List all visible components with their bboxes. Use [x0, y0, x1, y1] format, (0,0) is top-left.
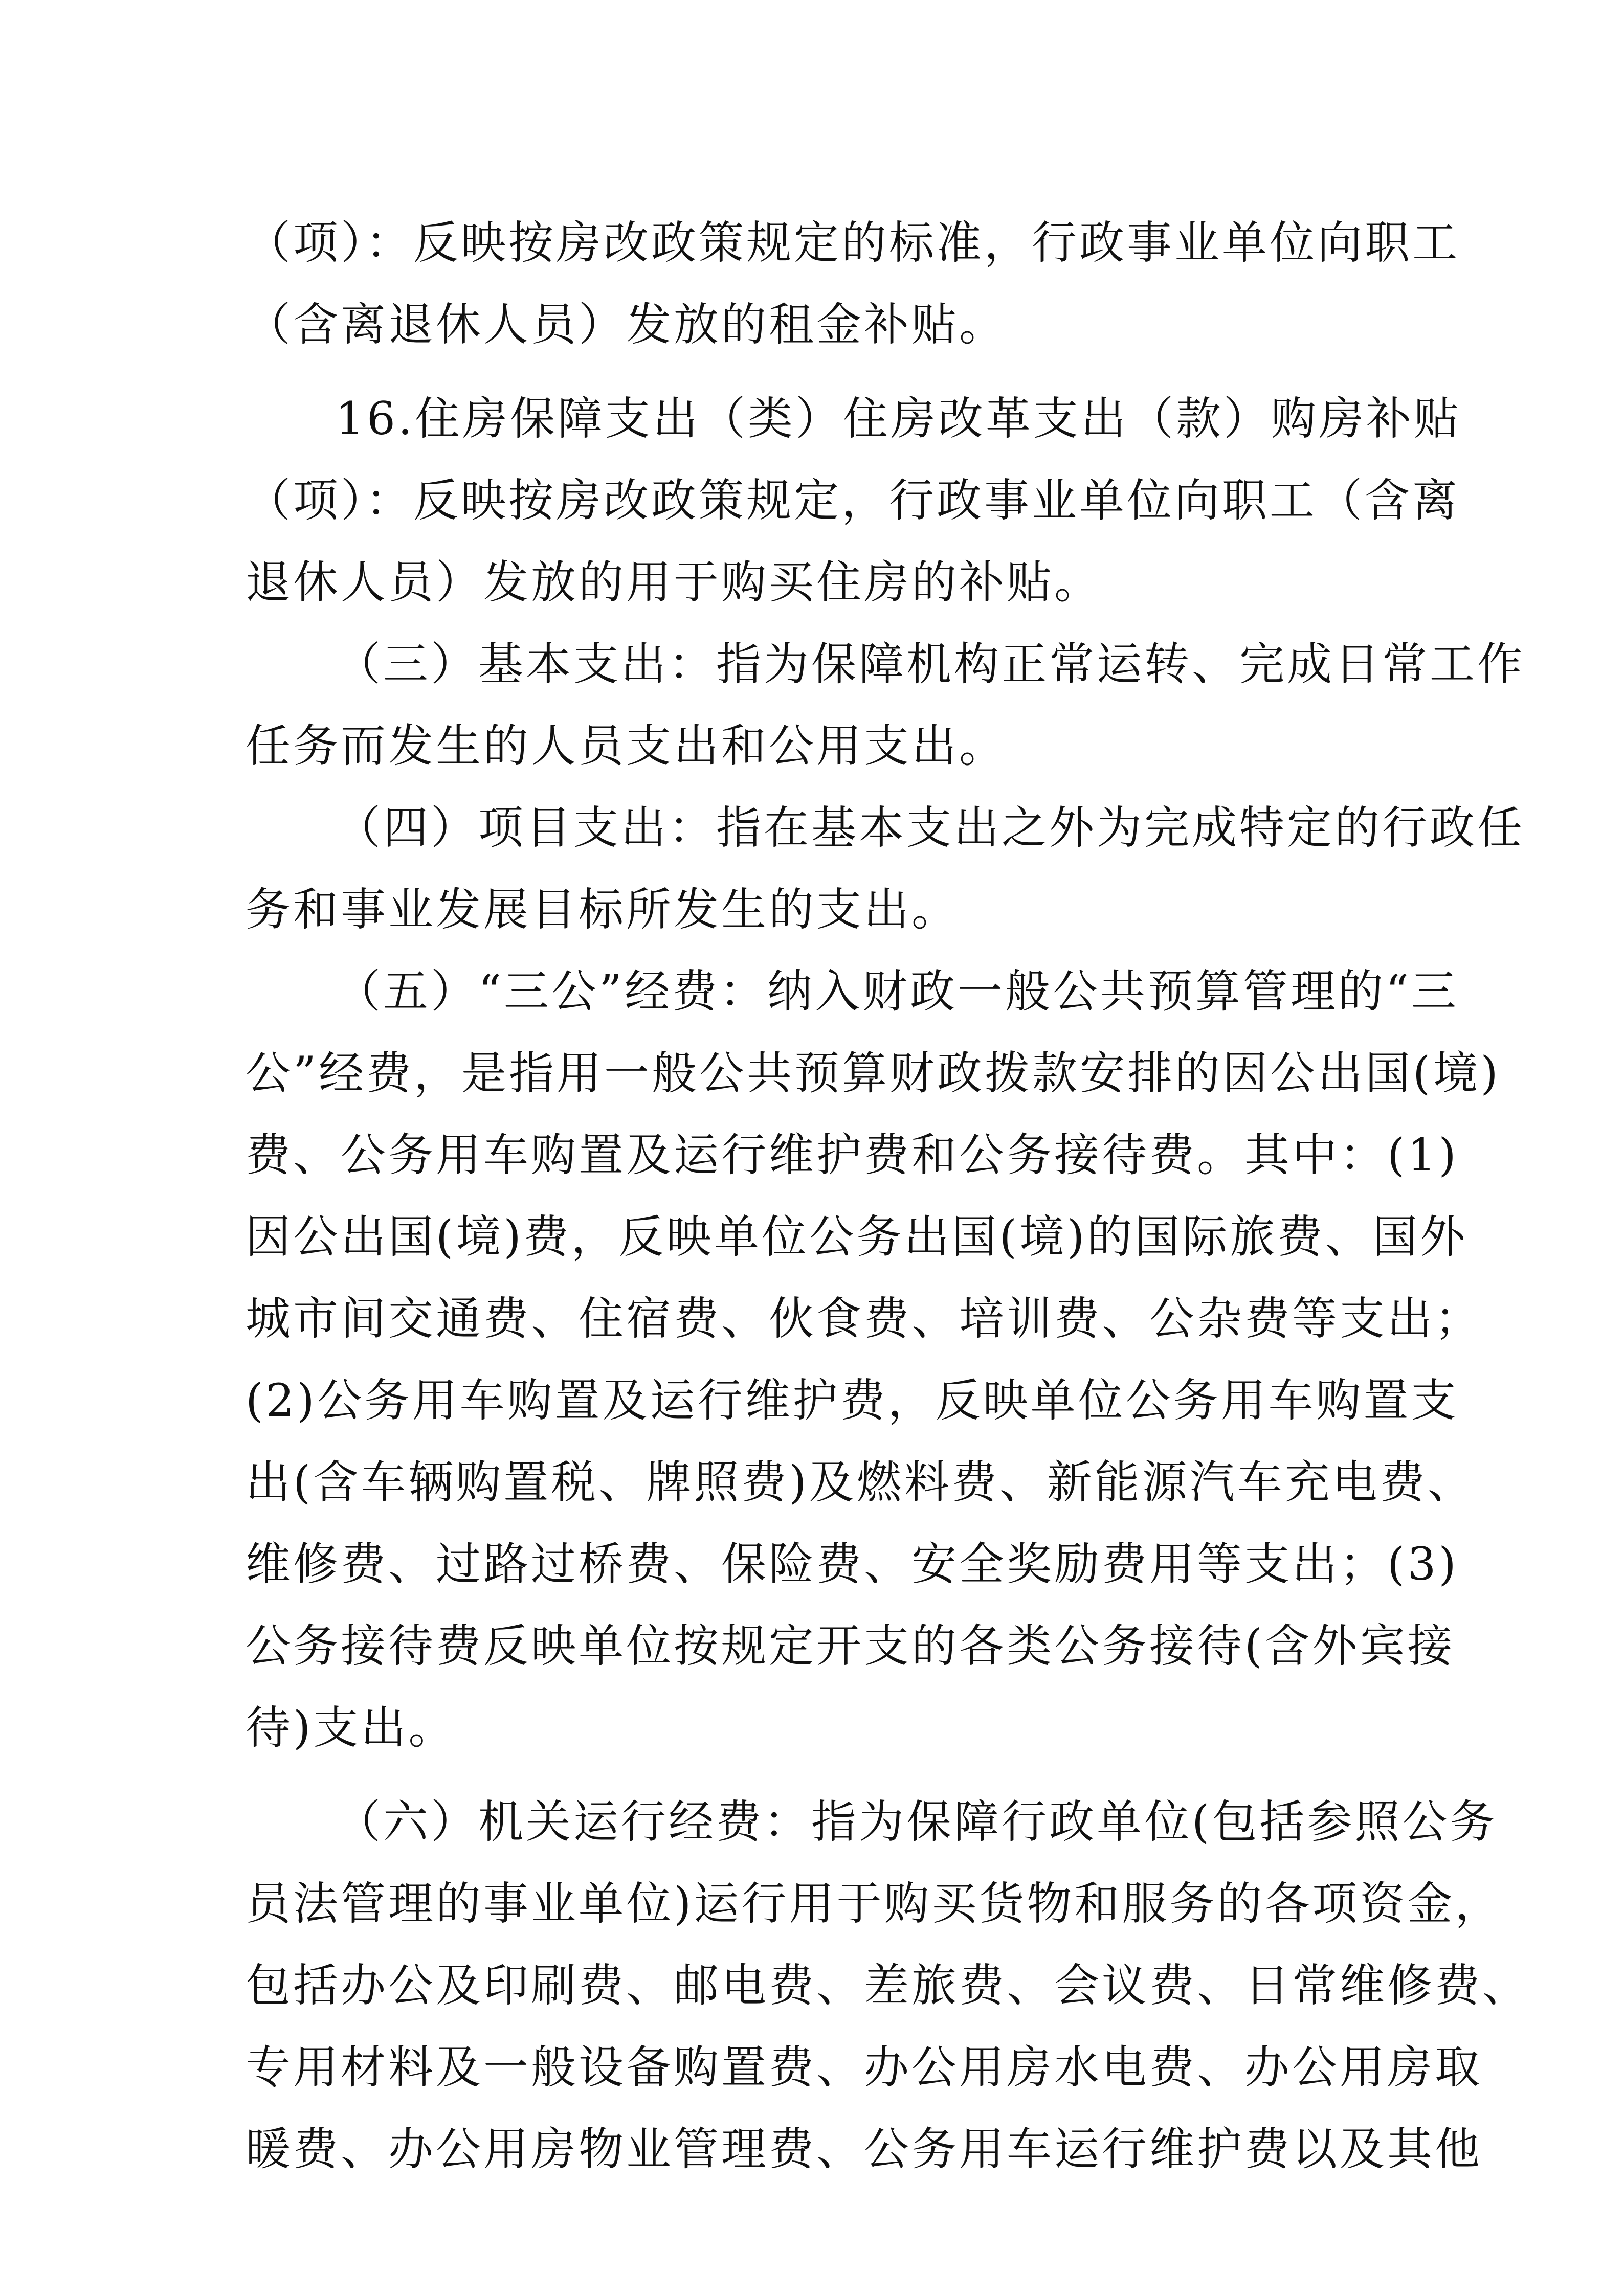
text-line: 待)支出。: [246, 1701, 456, 1754]
text-line: （含离退休人员）发放的租金补贴。: [246, 298, 1007, 351]
text-line: 因公出国(境)费，反映单位公务出国(境)的国际旅费、国外: [246, 1210, 1468, 1263]
text-line: 务和事业发展目标所发生的支出。: [246, 883, 960, 936]
text-line: 暖费、办公用房物业管理费、公务用车运行维护费以及其他: [246, 2123, 1483, 2175]
text-line: 出(含车辆购置税、牌照费)及燃料费、新能源汽车充电费、: [246, 1456, 1475, 1509]
body-text: [246, 202, 1530, 2190]
text-line: 公务接待费反映单位按规定开支的各类公务接待(含外宾接: [246, 1619, 1455, 1672]
text-line: 员法管理的事业单位)运行用于购买货物和服务的各项资金，: [246, 1877, 1503, 1930]
text-line: （三）基本支出：指为保障机构正常运转、完成日常工作: [336, 638, 1525, 690]
text-line: 任务而发生的人员支出和公用支出。: [246, 719, 1007, 772]
text-line: 公”经费，是指用一般公共预算财政拨款安排的因公出国(境): [246, 1047, 1501, 1099]
text-line: 包括办公及印刷费、邮电费、差旅费、会议费、日常维修费、: [246, 1959, 1530, 2012]
text-line: 城市间交通费、住宿费、伙食费、培训费、公杂费等支出；: [246, 1292, 1483, 1345]
paragraph-gap: [246, 1769, 1381, 1781]
text-line: 费、公务用车购置及运行维护费和公务接待费。其中：(1): [246, 1129, 1459, 1181]
text-line: （项）：反映按房改政策规定，行政事业单位向职工（含离: [246, 474, 1460, 527]
text-line: 维修费、过路过桥费、保险费、安全奖励费用等支出；(3): [246, 1538, 1459, 1590]
paragraph-gap: [246, 366, 1381, 378]
text-line: 专用材料及一般设备购置费、办公用房水电费、办公用房取: [246, 2041, 1483, 2094]
text-line: (2)公务用车购置及运行维护费，反映单位公务用车购置支: [246, 1374, 1459, 1427]
text-line: （项）：反映按房改政策规定的标准，行政事业单位向职工: [246, 216, 1460, 269]
text-line: 16.住房保障支出（类）住房改革支出（款）购房补贴: [336, 392, 1461, 445]
text-line: （六）机关运行经费：指为保障行政单位(包括参照公务: [336, 1795, 1498, 1848]
text-line: （五）“三公”经费：纳入财政一般公共预算管理的“三: [336, 965, 1459, 1018]
text-line: （四）项目支出：指在基本支出之外为完成特定的行政任: [336, 801, 1525, 854]
text-line: 退休人员）发放的用于购买住房的补贴。: [246, 556, 1102, 609]
